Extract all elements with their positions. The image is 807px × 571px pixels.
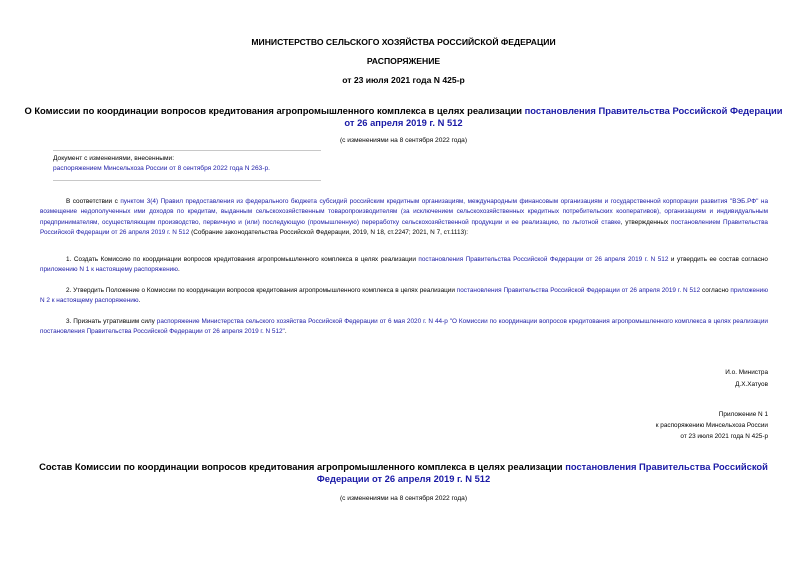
item-2-link-resolution[interactable]: постановления Правительства Российской Федерации от 26 апреля 2019 г. N 512 [456, 287, 701, 294]
ministry-heading: МИНИСТЕРСТВО СЕЛЬСКОГО ХОЗЯЙСТВА РОССИЙСКОЙ ФЕДЕРАЦИИ [251, 37, 556, 47]
item-3-paragraph [40, 317, 768, 338]
item-3-text-2: . [284, 328, 287, 336]
item-2-text-1: 2. Утвердить Положение о Комиссии по координации вопросов кредитования агропромышленного комплекса в целях реализации [66, 287, 457, 294]
composition-text: Состав Комиссии по координации вопросов кредитования агропромышленного комплекса в целях реализации [39, 461, 566, 472]
composition-revision-note: (с изменениями на 8 сентября 2022 года) [339, 495, 468, 502]
item-1-text-2: и утвердить ее состав согласно [668, 256, 768, 263]
item-2-text-2: согласно [700, 287, 731, 294]
signature-position: И.о. Министра [725, 369, 768, 376]
composition-title [0, 461, 807, 485]
revision-note: (с изменениями на 8 сентября 2022 года) [339, 137, 468, 144]
document-date: от 23 июля 2021 года N 425-р [342, 75, 465, 85]
intro-text-3: , утвержденных [620, 218, 671, 226]
item-1-link-resolution[interactable]: постановления Правительства Российской Федерации от 26 апреля 2019 г. N 512 [418, 256, 669, 263]
intro-text-1: В соответствии с [66, 198, 121, 205]
item-1-text-3: . [177, 266, 180, 274]
composition-link[interactable]: постановления Правительства Российской [565, 461, 768, 472]
intro-link-resolution[interactable]: постановлением Правительства Российской Федерации от 26 апреля 2019 г. N 512 [40, 218, 768, 236]
intro-link-clause[interactable]: пунктом 3(4) [120, 198, 159, 205]
changes-link[interactable]: распоряжением Минсельхоза России от 8 сентября 2022 года N 263-р. [53, 165, 270, 172]
title-text: О Комиссии по координации вопросов кредитования агропромышленного комплекса в целях реализации [24, 105, 525, 116]
item-2-paragraph [40, 286, 768, 307]
title-link-continued[interactable]: от 26 апреля 2019 г. N 512 [344, 117, 463, 128]
appendix-date: от 23 июля 2021 года N 425-р [680, 433, 768, 440]
item-1-paragraph [40, 255, 768, 276]
appendix-reference: к распоряжению Минсельхоза России [655, 422, 768, 429]
intro-link-rules[interactable]: Правил предоставления из федерального бюджета субсидий российским кредитным организациям, международным финансовым организациям и государственной корпорации развития "ВЭБ.РФ" на возмещение недополученных ими доходов по кредитам, выданным сельскохозяйственным товаропроизводителям (за исключением сельскохозяйственных кредитных потребительских кооперативов), организациям и индивидуальным предпринимателям, осуществляющим производство, первичную и (или) последующую (промышленную) переработку сельскохозяйственной продукции и ее реализацию, по льготной ставке [40, 198, 768, 226]
item-3-text-1: 3. Признать утратившим силу [66, 318, 157, 325]
item-1-link-appendix[interactable]: приложению N 1 к настоящему распоряжению [40, 266, 178, 274]
appendix-number: Приложение N 1 [718, 411, 768, 418]
item-1-text-1: 1. Создать Комиссию по координации вопросов кредитования агропромышленного комплекса в целях реализации [66, 256, 419, 263]
item-3-link-order[interactable]: распоряжение Министерства сельского хозяйства Российской Федерации от 6 мая 2020 г. N 44-р "О Комиссии по координации вопросов кредитования агропромышленного комплекса в целях реализации постановления Правительства Российской Федерации от 26 апреля 2019 г. N 512" [40, 318, 768, 336]
composition-link-continued[interactable]: Федерации от 26 апреля 2019 г. N 512 [316, 473, 491, 484]
item-2-text-3: . [138, 297, 141, 305]
changes-label: Документ с изменениями, внесенными: [53, 155, 175, 162]
intro-text-4: (Собрание законодательства Российской Федерации, 2019, N 18, ст.2247; 2021, N 7, ст.1113): [189, 228, 469, 236]
intro-paragraph [40, 197, 768, 238]
document-title [0, 105, 807, 129]
item-2-link-appendix[interactable]: приложению N 2 к настоящему распоряжению [40, 287, 768, 305]
signature-name: Д.Х.Хатуов [735, 381, 768, 388]
title-link[interactable]: постановления Правительства Российской Федерации [524, 105, 783, 116]
changes-box-bottom-rule [53, 180, 321, 181]
changes-box-top-rule [53, 150, 321, 151]
document-type: РАСПОРЯЖЕНИЕ [366, 56, 441, 66]
